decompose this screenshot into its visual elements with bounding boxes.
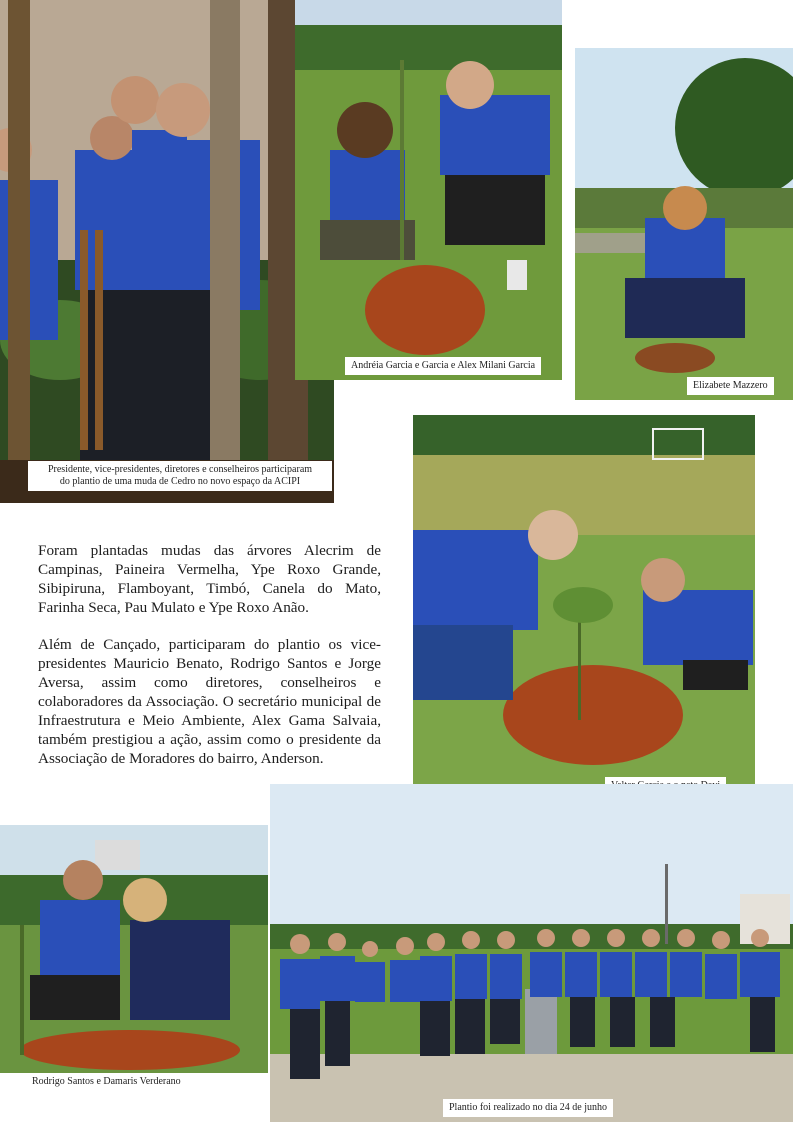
photo-board-planting xyxy=(0,0,334,503)
article-body xyxy=(38,541,381,768)
article-paragraph-2: Além de Cançado, participaram do plantio os vice-presidentes Mauricio Benato, Rodrigo Santos e Jorge Aversa, assim como diretores, conselheiros e colaboradores da Associação. O secretário municipal de Infraestrutura e Meio Ambiente, Alex Gama Salvaia, também prestigiou a ação, assim como o presidente da Associação de Moradores do bairro, Anderson. xyxy=(38,636,381,767)
photo-group xyxy=(270,784,793,1122)
caption-group: Plantio foi realizado no dia 24 de junho xyxy=(443,1099,613,1117)
caption-board xyxy=(28,461,332,491)
article-paragraph-1: Foram plantadas mudas das árvores Alecrim de Campinas, Paineira Vermelha, Ype Roxo Grande, Sibipiruna, Flamboyant, Timbó, Canela do Mato, Farinha Seca, Pau Mulato e Ype Roxo Anão. xyxy=(38,542,381,616)
photo-elizabete xyxy=(575,48,793,400)
caption-board-line2: do plantio de uma muda de Cedro no novo espaço da ACIPI xyxy=(59,476,301,487)
caption-board-line1: Presidente, vice-presidentes, diretores e conselheiros participaram xyxy=(47,464,313,475)
caption-elizabete: Elizabete Mazzero xyxy=(687,377,774,395)
caption-couple: Andréia Garcia e Garcia e Alex Milani Garcia xyxy=(345,357,541,375)
caption-rodrigo: Rodrigo Santos e Damaris Verderano xyxy=(32,1076,181,1087)
photo-rodrigo-damaris xyxy=(0,825,268,1073)
photo-couple-planting xyxy=(295,0,562,380)
photo-valter-davi xyxy=(413,415,755,801)
